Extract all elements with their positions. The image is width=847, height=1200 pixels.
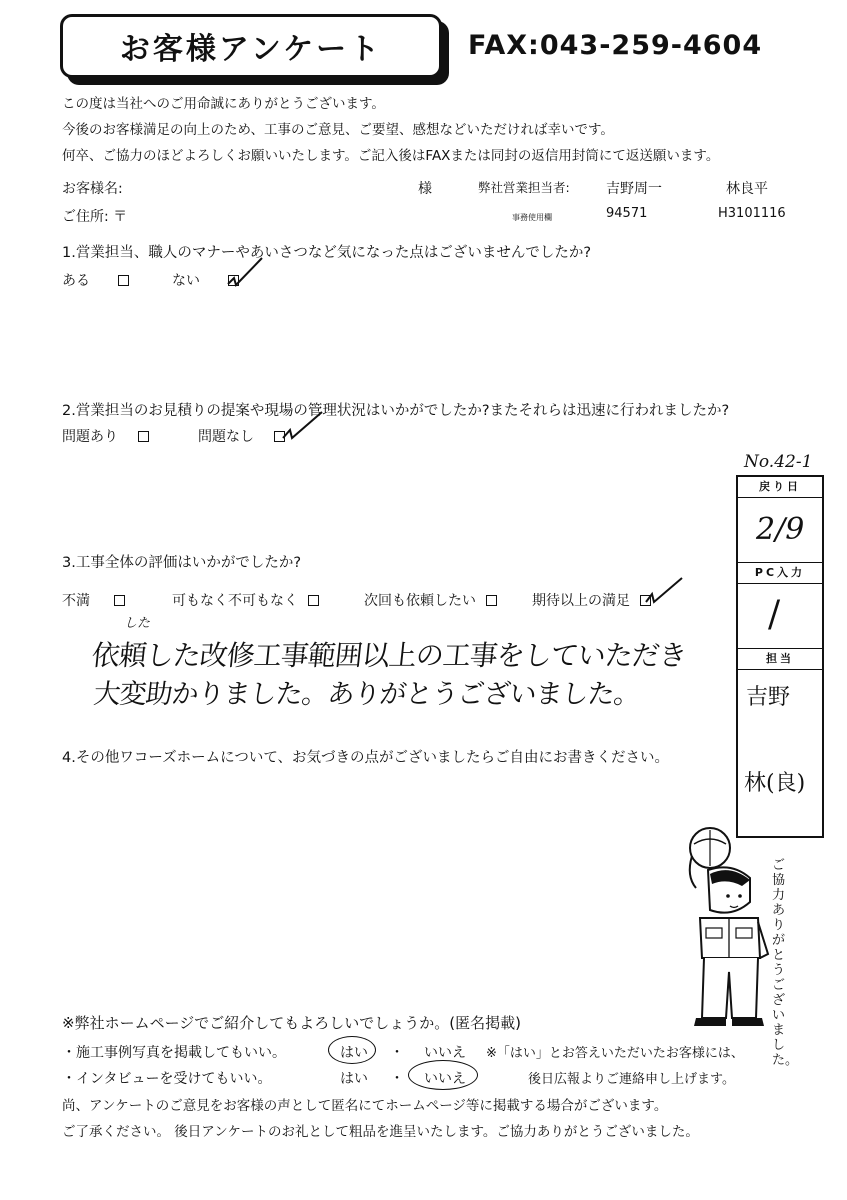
address-label: ご住所: 〒 (62, 209, 128, 225)
row1-separator: ・ (390, 1045, 404, 1061)
tantou-label: 担当 (738, 649, 822, 670)
q2-option-no-label: 問題なし (198, 429, 254, 445)
question-4: 4.その他ワコーズホームについて、お気づきの点がございましたらご自由にお書きください。 (62, 750, 670, 766)
row2-separator: ・ (390, 1071, 404, 1087)
q3-option-3-label: 次回も依頼したい (364, 593, 476, 609)
q3-option-1-label: 不満 (62, 593, 90, 609)
row2-no[interactable]: いいえ (424, 1071, 466, 1087)
return-date-value: 2/9 (756, 512, 805, 547)
code-2: H3101116 (718, 206, 786, 221)
staff-name-2: 林良平 (726, 181, 768, 197)
homepage-note-1: ※「はい」とお答えいただいたお客様には、 (486, 1046, 744, 1061)
handwritten-comment-line-2: 大変助かりました。ありがとうございました。 (92, 679, 642, 710)
page-title: お客様アンケート (119, 32, 383, 67)
q1-option-no-label: ない (172, 273, 200, 289)
office-use-label: 事務使用欄 (512, 213, 552, 222)
question-1: 1.営業担当、職人のマナーやあいさつなど気になった点はございませんでしたか? (62, 245, 592, 261)
question-3: 3.工事全体の評価はいかがでしたか? (62, 555, 302, 571)
question-2: 2.営業担当のお見積りの提案や現場の管理状況はいかがでしたか?またそれらは迅速に行われましたか? (62, 403, 730, 419)
pc-input-label: PC入力 (738, 563, 822, 584)
tantou-name-1: 吉野 (746, 685, 791, 710)
mascot-illustration (672, 826, 772, 1036)
row1-yes-circle (328, 1036, 376, 1064)
return-date-label: 戻り日 (738, 477, 822, 498)
row1-yes[interactable]: はい (340, 1045, 368, 1061)
row2-yes[interactable]: はい (340, 1071, 368, 1087)
fax-number: FAX:043-259-4604 (468, 30, 763, 61)
q2-option-yes-label: 問題あり (62, 429, 118, 445)
footer-line-2: ご了承ください。 後日アンケートのお礼として粗品を進呈いたします。ご協力ありがとうございました。 (62, 1124, 699, 1140)
staff-label: 弊社営業担当者: (478, 180, 570, 195)
intro-line-3: 何卒、ご協力のほどよろしくお願いいたします。ご記入後はFAXまたは同封の返信用封筒にて返送願います。 (62, 148, 720, 164)
q3-option-4-label: 期待以上の満足 (532, 593, 630, 609)
handwritten-ruby: した (124, 616, 151, 631)
q3-option-2-label: 可もなく不可もなく (172, 593, 298, 609)
intro-line-1: この度は当社へのご用命誠にありがとうございます。 (62, 96, 385, 112)
mascot-thanks: ご協力ありがとうございました。 (772, 858, 799, 1068)
homepage-row-1-label: ・施工事例写真を掲載してもいい。 (62, 1045, 286, 1061)
pc-input-mark: / (768, 594, 781, 635)
handwritten-comment-line-1: 依頼した改修工事範囲以上の工事をしていただき (90, 639, 688, 672)
honorific: 様 (418, 181, 432, 197)
handwritten-number: No.42-1 (744, 452, 813, 472)
customer-name-label: お客様名: (62, 181, 123, 197)
intro-line-2: 今後のお客様満足の向上のため、工事のご意見、ご要望、感想などいただければ幸いです。 (62, 122, 614, 138)
homepage-row-2-label: ・インタビューを受けてもいい。 (62, 1071, 272, 1087)
q1-option-yes-label: ある (62, 273, 90, 289)
row1-no[interactable]: いいえ (424, 1045, 466, 1061)
homepage-note-2: 後日広報よりご連絡申し上げます。 (528, 1072, 735, 1087)
staff-name-1: 吉野周一 (606, 181, 662, 197)
code-1: 94571 (606, 206, 648, 221)
footer-line-1: 尚、アンケートのご意見をお客様の声として匿名にてホームページ等に掲載する場合がございます。 (62, 1098, 668, 1114)
tantou-name-2: 林(良) (744, 771, 806, 796)
homepage-question: ※弊社ホームページでご紹介してもよろしいでしょうか。(匿名掲載) (62, 1014, 521, 1032)
row2-no-circle (408, 1060, 478, 1090)
